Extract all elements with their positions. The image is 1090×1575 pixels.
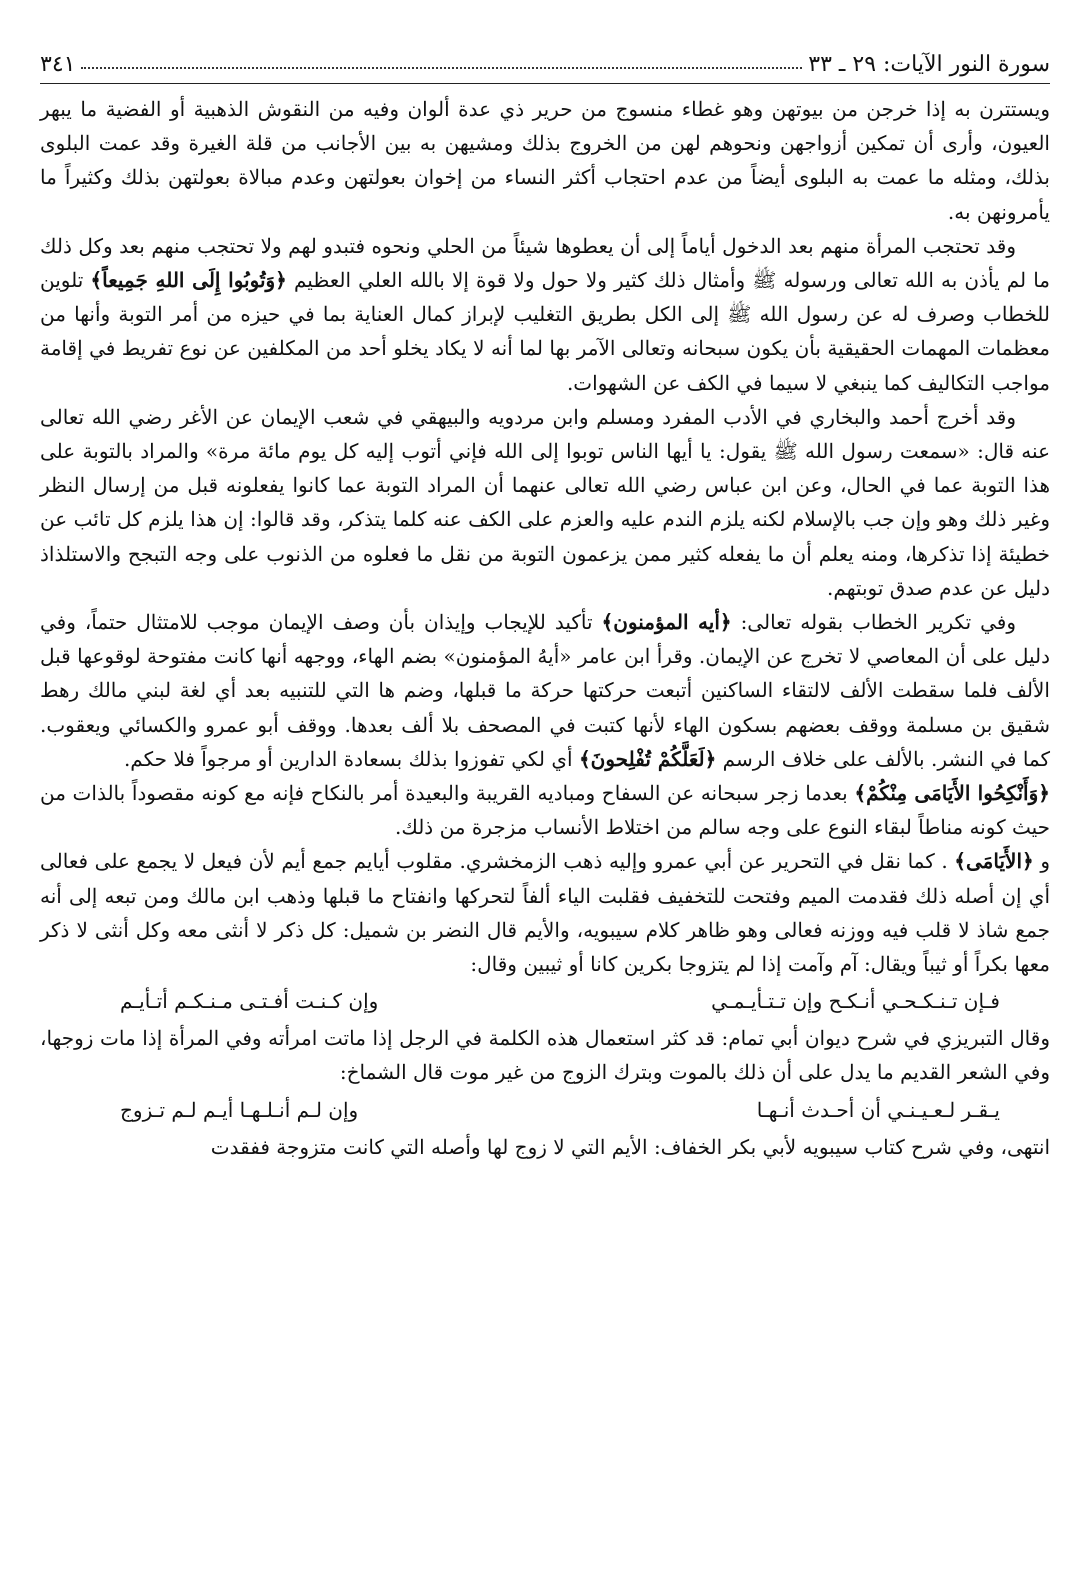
paragraph bbox=[40, 1021, 1050, 1089]
paragraph-text: بعدما زجر سبحانه عن السفاح ومباديه القريبة والبعيدة أمر بالنكاح فإنه مع كونه مقصوداً بالذات من حيث كونه مناطاً لبقاء النوع على وجه سالم من اختلاط الأنساب مزجرة من ذلك. bbox=[40, 781, 1050, 840]
paragraph bbox=[40, 400, 1050, 605]
quran-quote: ﴿وَتُوبُوا إِلَى اللهِ جَمِيعاً﴾ bbox=[90, 268, 287, 293]
page-number: ٣٤١ bbox=[40, 52, 76, 77]
book-page bbox=[40, 52, 1050, 1164]
running-title: سورة النور الآيات: ٢٩ ـ ٣٣ bbox=[808, 52, 1050, 77]
paragraph-text: تأكيد للإيجاب وإيذان بأن وصف الإيمان موجب للامتثال حتماً، وفي دليل على أن المعاصي لا تخرج عن الإيمان. وقرأ ابن عامر «أيهُ المؤمنون» بضم الهاء، ووجهه أنها كانت مفتوحة لوقوعها قبل الألف فلما سقطت الألف لالتقاء الساكنين أتبعت حركتها حركة ما قبلها، وضم ها التي للتنبيه بعد أي لغة لبني مالك رهط شقيق بن مسلمة ووقف بعضهم بسكون الهاء لأنها كتبت في المصحف بلا ألف بعدها. ووقف أبو عمرو والكسائي ويعقوب. كما في النشر. بالألف على خلاف الرسم bbox=[40, 610, 1050, 771]
paragraph-text: أي لكي تفوزوا بذلك بسعادة الدارين أو مرجواً فلا حكم. bbox=[123, 746, 579, 771]
poetry-verse bbox=[40, 1090, 1050, 1130]
header-dot-leader bbox=[81, 67, 802, 69]
paragraph bbox=[40, 776, 1050, 844]
verse-first-hemistich: فـإن تـنـكـحـي أنـكـح وإن تـتـأيـمـي bbox=[711, 989, 1000, 1014]
quran-quote: ﴿لَعَلَّكُمْ تُفْلِحونَ﴾ bbox=[578, 746, 717, 771]
paragraph-text: و bbox=[1033, 849, 1050, 874]
paragraph-text: وفي تكرير الخطاب بقوله تعالى: bbox=[731, 610, 1016, 635]
paragraph bbox=[40, 1130, 1050, 1164]
quran-quote: ﴿الأَيَامَى﴾ bbox=[954, 849, 1034, 874]
paragraph bbox=[40, 605, 1050, 776]
poetry-verse bbox=[40, 981, 1050, 1021]
verse-second-hemistich: وإن لـم أنـلـهـا أيـم لـم تـزوج bbox=[120, 1097, 359, 1122]
paragraph-text: وقد تحتجب المرأة منهم بعد الدخول أياماً إلى أن يعطوها شيئاً من الحلي ونحوه فتبدو لهم ولا تحتجب منهم بعد وكل ذلك ما لم يأذن به الله تعالى ورسوله ﷺ وأمثال ذلك كثير ولا حول ولا قوة إلا بالله العلي العظيم bbox=[40, 233, 1051, 293]
paragraph bbox=[40, 92, 1050, 229]
paragraph-text: تلوين للخطاب وصرف له عن رسول الله ﷺ إلى الكل بطريق التغليب لإبراز كمال العناية بما في حيزه من أمر التوبة وأنها من معظمات المهمات الحقيقية بأن يكون سبحانه وتعالى الآمر بها لما أنه لا يكاد يخلو أحد من المكلفين عن نوع تفريط في إقامة مواجب التكاليف كما ينبغي لا سيما في الكف عن الشهوات. bbox=[40, 268, 1050, 395]
verse-first-hemistich: يـقـر لـعـيـنـي أن أحـدث أنـهـا bbox=[756, 1097, 1000, 1122]
quran-quote: ﴿أيه المؤمنون﴾ bbox=[601, 610, 732, 635]
verse-second-hemistich: وإن كـنـت أفـتـى مـنـكـم أتـأيـم bbox=[120, 989, 379, 1014]
page-body bbox=[40, 92, 1050, 1164]
paragraph-text: وقال التبريزي في شرح ديوان أبي تمام: قد كثر استعمال هذه الكلمة في الرجل إذا ماتت امرأته وفي المرأة إذا مات زوجها، وفي الشعر القديم ما يدل على أن ذلك بالموت وبترك الزوج من غير موت قال الشماخ: bbox=[40, 1026, 1050, 1085]
quran-quote: ﴿وَأَنْكِحُوا الأَيَامَى مِنْكُمْ﴾ bbox=[854, 781, 1050, 806]
paragraph-text: وقد أخرج أحمد والبخاري في الأدب المفرد ومسلم وابن مردويه والبيهقي في شعب الإيمان عن الأغر رضي الله تعالى عنه قال: «سمعت رسول الله ﷺ يقول: يا أيها الناس توبوا إلى الله فإني أتوب إليه كل يوم مائة مرة» والمراد بالتوبة على هذا التوبة عما في الحال، وعن ابن عباس رضي الله تعالى عنهما أن المراد التوبة عما كانوا يفعلونه قبل من إرسال النظر وغير ذلك وهو وإن جب بالإسلام لكنه يلزم الندم عليه والعزم على الكف عنه كلما يتذكر، وقد قالوا: إن هذا يلزم كل تائب عن خطيئة إذا تذكرها، ومنه يعلم أن ما يفعله كثير ممن يزعمون التوبة من نقل ما فعلوه من الذنوب على وجه التبجح والاستلذاذ دليل عن عدم صدق توبتهم. bbox=[40, 404, 1051, 600]
page-header bbox=[40, 52, 1050, 84]
paragraph bbox=[40, 229, 1050, 400]
paragraph-text: انتهى، وفي شرح كتاب سيبويه لأبي بكر الخفاف: الأيم التي لا زوج لها وأصله التي كانت متزوجة ففقدت bbox=[210, 1134, 1050, 1159]
paragraph-text: . كما نقل في التحرير عن أبي عمرو وإليه ذهب الزمخشري. مقلوب أيايم جمع أيم لأن فيعل لا يجمع على فعالى أي إن أصله ذلك فقدمت الميم وفتحت للتخفيف فقلبت الياء ألفاً لتحركها وانفتاح ما قبلها وذهب ابن مالك ومن تبعه إلى أنه جمع شاذ لا قلب فيه ووزنه فعالى وهو ظاهر كلام سيبويه، والأيم قال النضر بن شميل: كل ذكر لا أنثى معه وكل أنثى لا ذكر معها بكراً أو ثيباً ويقال: آم وآمت إذا لم يتزوجا بكرين كانا أو ثيبين وقال: bbox=[40, 849, 1050, 977]
paragraph-text: ويستترن به إذا خرجن من بيوتهن وهو غطاء منسوج من حرير ذي عدة ألوان وفيه من النقوش الذهبية أو الفضية ما يبهر العيون، وأرى أن تمكين أزواجهن ونحوهم لهن من الخروج بذلك ومشيهن به بين الأجانب من قلة الغيرة وقد عمت البلوى بذلك، ومثله ما عمت به البلوى أيضاً من عدم احتجاب أكثر النساء من إخوان بعولتهن وعدم مبالاة بعولتهن بذلك وكثيراً ما يأمرونهن به. bbox=[40, 97, 1050, 224]
paragraph bbox=[40, 844, 1050, 981]
